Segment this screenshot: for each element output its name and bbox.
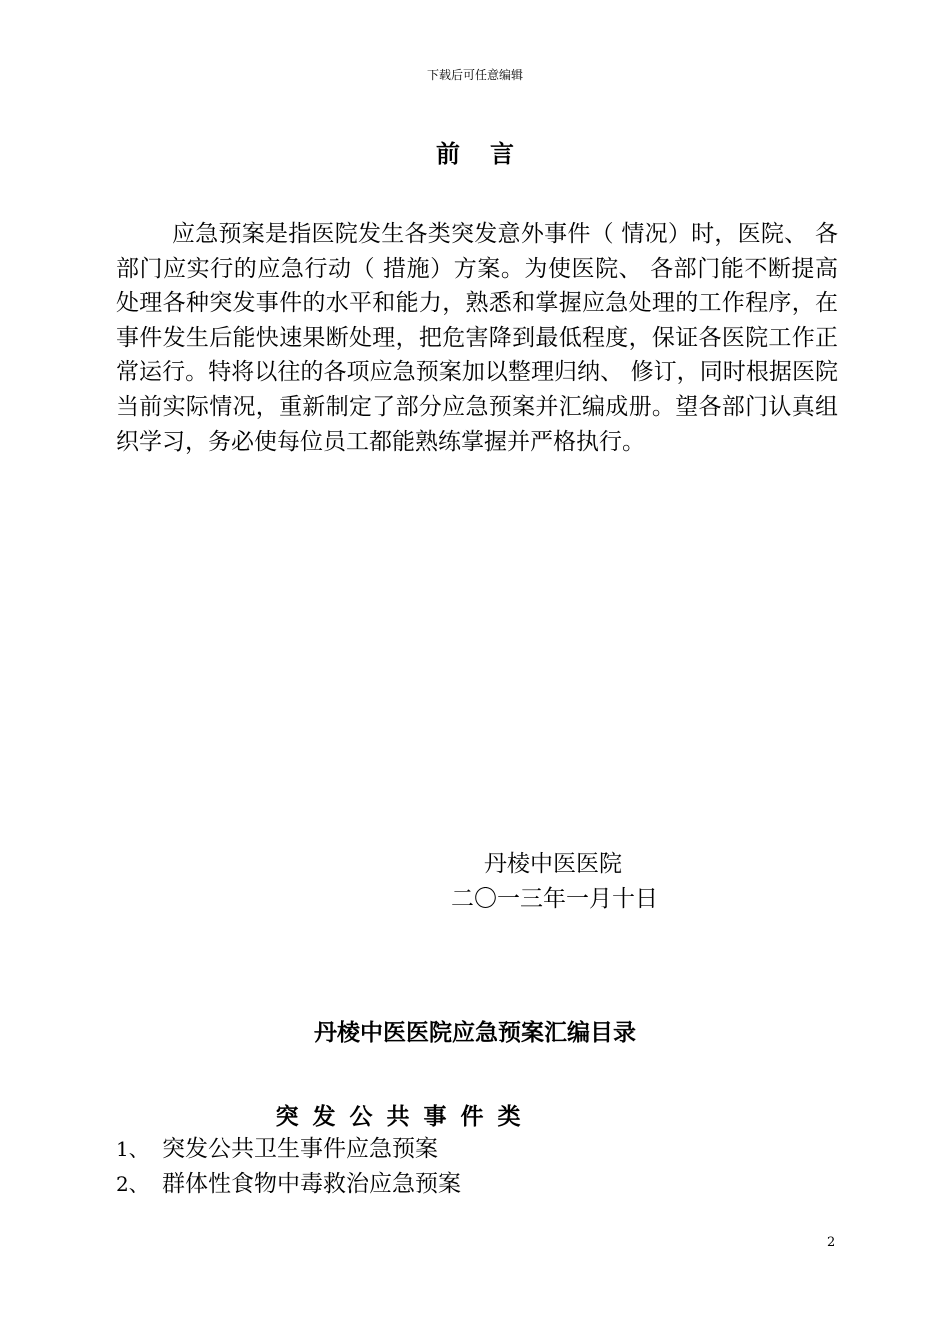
signature-date: 二〇一三年一月十日 — [451, 886, 658, 912]
toc-item[interactable] — [116, 1132, 461, 1167]
toc-item-label: 突发公共卫生事件应急预案 — [162, 1136, 438, 1162]
toc-item-label: 群体性食物中毒救治应急预案 — [162, 1171, 461, 1197]
toc-item-number: 2、 — [116, 1172, 149, 1196]
section-title: 突发公共事件类 — [275, 1104, 535, 1130]
toc-list — [116, 1132, 461, 1202]
preface-title: 前言 — [436, 140, 544, 168]
page-number: 2 — [827, 1235, 836, 1250]
toc-title: 丹棱中医医院应急预案汇编目录 — [314, 1020, 636, 1046]
preface-body: 应急预案是指医院发生各类突发意外事件（ 情况）时，医院、 各部门应实行的应急行动（ 措施）方案。为使医院、 各部门能不断提高处理各种突发事件的水平和能力，熟悉和掌握应急处理的工作程序，在事件发生后能快速果断处理，把危害降到最低程度，保证各医院工作正常运行。特将以往的各项应急预案加以整理归纳、 修订，同时根据医院当前实际情况，重新制定了部分应急预案并汇编成册。望各部门认真组织学习，务必使每位员工都能熟练掌握并严格执行。 — [116, 221, 838, 455]
toc-item[interactable] — [116, 1167, 461, 1202]
signature-organization: 丹棱中医医院 — [484, 851, 622, 877]
header-note: 下载后可任意编辑 — [426, 68, 523, 82]
toc-item-number: 1、 — [116, 1137, 149, 1161]
